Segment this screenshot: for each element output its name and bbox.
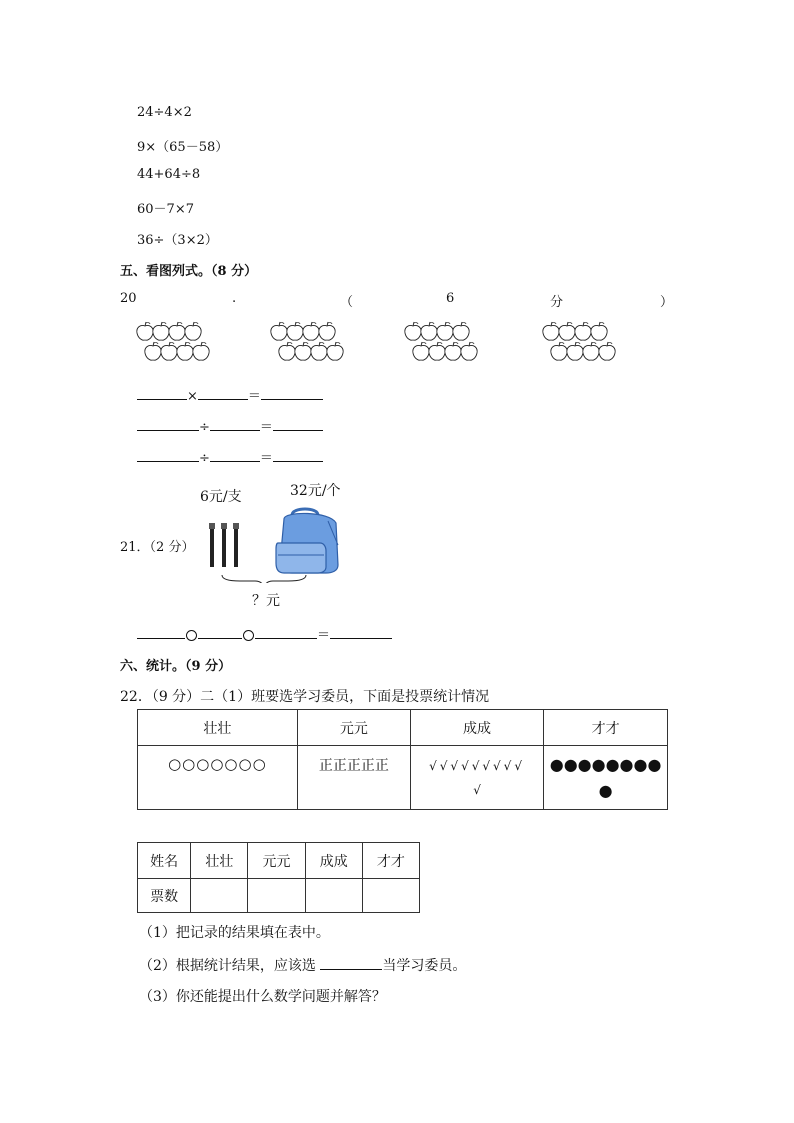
answer-blank[interactable] [320, 955, 382, 970]
apple-group-2 [271, 322, 343, 360]
q22-sub1: （1）把记录的结果填在表中。 [139, 925, 330, 941]
expression-1: 24÷4×2 [137, 105, 192, 120]
tally-marks-caicai [544, 746, 668, 810]
bag-price-label: 32元/个 [290, 483, 341, 499]
result-header: 姓名 [138, 843, 191, 879]
result-header: 才才 [362, 843, 419, 879]
q22-sub2 [139, 955, 466, 975]
tally-header: 壮壮 [138, 710, 298, 746]
q20-dot: . [232, 291, 237, 306]
answer-blank[interactable] [273, 416, 323, 431]
tally-marks-chengcheng [410, 746, 543, 810]
tally-line: √√√√√√√√√ [429, 759, 525, 773]
divide-sign: ÷ [199, 420, 210, 435]
tally-line: √ [473, 783, 481, 797]
expression-2: 9×（65－58） [137, 140, 229, 155]
apple-groups-illustration [130, 318, 630, 370]
result-table [137, 842, 420, 913]
answer-blank[interactable] [210, 416, 260, 431]
apple-group-1 [137, 322, 209, 360]
answer-blank[interactable] [137, 416, 199, 431]
section-6-title: 六、统计。（9 分） [120, 659, 232, 674]
q21-equation [137, 624, 392, 643]
apple-group-4 [543, 322, 615, 360]
vote-count-cell[interactable] [248, 879, 305, 913]
result-header: 成成 [305, 843, 362, 879]
pen-icon [233, 523, 239, 567]
answer-blank[interactable] [255, 624, 317, 639]
section-5-title: 五、看图列式。（8 分） [120, 264, 258, 279]
answer-blank[interactable] [198, 624, 242, 639]
vote-count-cell[interactable] [191, 879, 248, 913]
pen-icon [209, 523, 215, 567]
vote-count-cell[interactable] [305, 879, 362, 913]
answer-blank[interactable] [137, 447, 199, 462]
tally-header-row [138, 710, 668, 746]
answer-blank[interactable] [261, 385, 323, 400]
answer-blank[interactable] [210, 447, 260, 462]
answer-blank[interactable] [330, 624, 392, 639]
q20-unit: 分 [550, 295, 564, 310]
answer-blank[interactable] [137, 385, 187, 400]
tally-header: 成成 [410, 710, 543, 746]
vote-count-cell[interactable] [362, 879, 419, 913]
q20-lparen: （ [340, 295, 354, 310]
pen-icon [221, 523, 227, 567]
tally-table [137, 709, 668, 810]
answer-blank[interactable] [273, 447, 323, 462]
q20-equation-1 [137, 385, 323, 404]
backpack-icon [276, 509, 338, 573]
tally-line: ●●●●●●●● [549, 755, 662, 774]
equals-sign: ＝ [259, 451, 273, 466]
divide-sign: ÷ [199, 451, 210, 466]
apple-group-3 [405, 322, 477, 360]
equals-sign: ＝ [259, 420, 273, 435]
q20-rparen: ） [660, 295, 674, 310]
answer-blank[interactable] [137, 624, 185, 639]
q20-number: 20 [120, 291, 137, 306]
q22-sub3: （3）你还能提出什么数学问题并解答？ [139, 989, 386, 1005]
operator-circle[interactable] [243, 630, 254, 641]
operator-circle[interactable] [186, 630, 197, 641]
sub2-suffix: 当学习委员。 [382, 958, 467, 974]
sub2-prefix: （2）根据统计结果，应该选 [139, 958, 316, 974]
result-votes-row [138, 879, 420, 913]
q22-intro: 22．（9 分）二（1）班要选学习委员，下面是投票统计情况 [120, 689, 490, 705]
answer-blank[interactable] [198, 385, 248, 400]
tally-header: 才才 [544, 710, 668, 746]
tally-marks-yuanyuan: 正正正正正 [297, 746, 410, 810]
q20-equation-2 [137, 416, 323, 435]
result-row-label: 票数 [138, 879, 191, 913]
q21-label: 21．（2 分） [120, 540, 195, 555]
pen-price-label: 6元/支 [200, 489, 242, 505]
q20-equation-3 [137, 447, 323, 466]
equals-sign: ＝ [247, 389, 261, 404]
tally-marks-row [138, 746, 668, 810]
result-header: 壮壮 [191, 843, 248, 879]
tally-marks-zhuangzhuang: ○○○○○○○ [138, 746, 298, 810]
result-header-row [138, 843, 420, 879]
tally-line: ● [598, 781, 613, 800]
equals-sign: ＝ [317, 628, 331, 643]
expression-4: 60－7×7 [137, 202, 194, 217]
q20-score: 6 [446, 291, 455, 306]
result-header: 元元 [248, 843, 305, 879]
question-price-label: ？元 [252, 593, 280, 609]
expression-3: 44+64÷8 [137, 167, 201, 182]
expression-5: 36÷（3×2） [137, 233, 218, 248]
tally-header: 元元 [297, 710, 410, 746]
pens-and-backpack-illustration [200, 505, 345, 583]
times-sign: × [187, 389, 198, 404]
